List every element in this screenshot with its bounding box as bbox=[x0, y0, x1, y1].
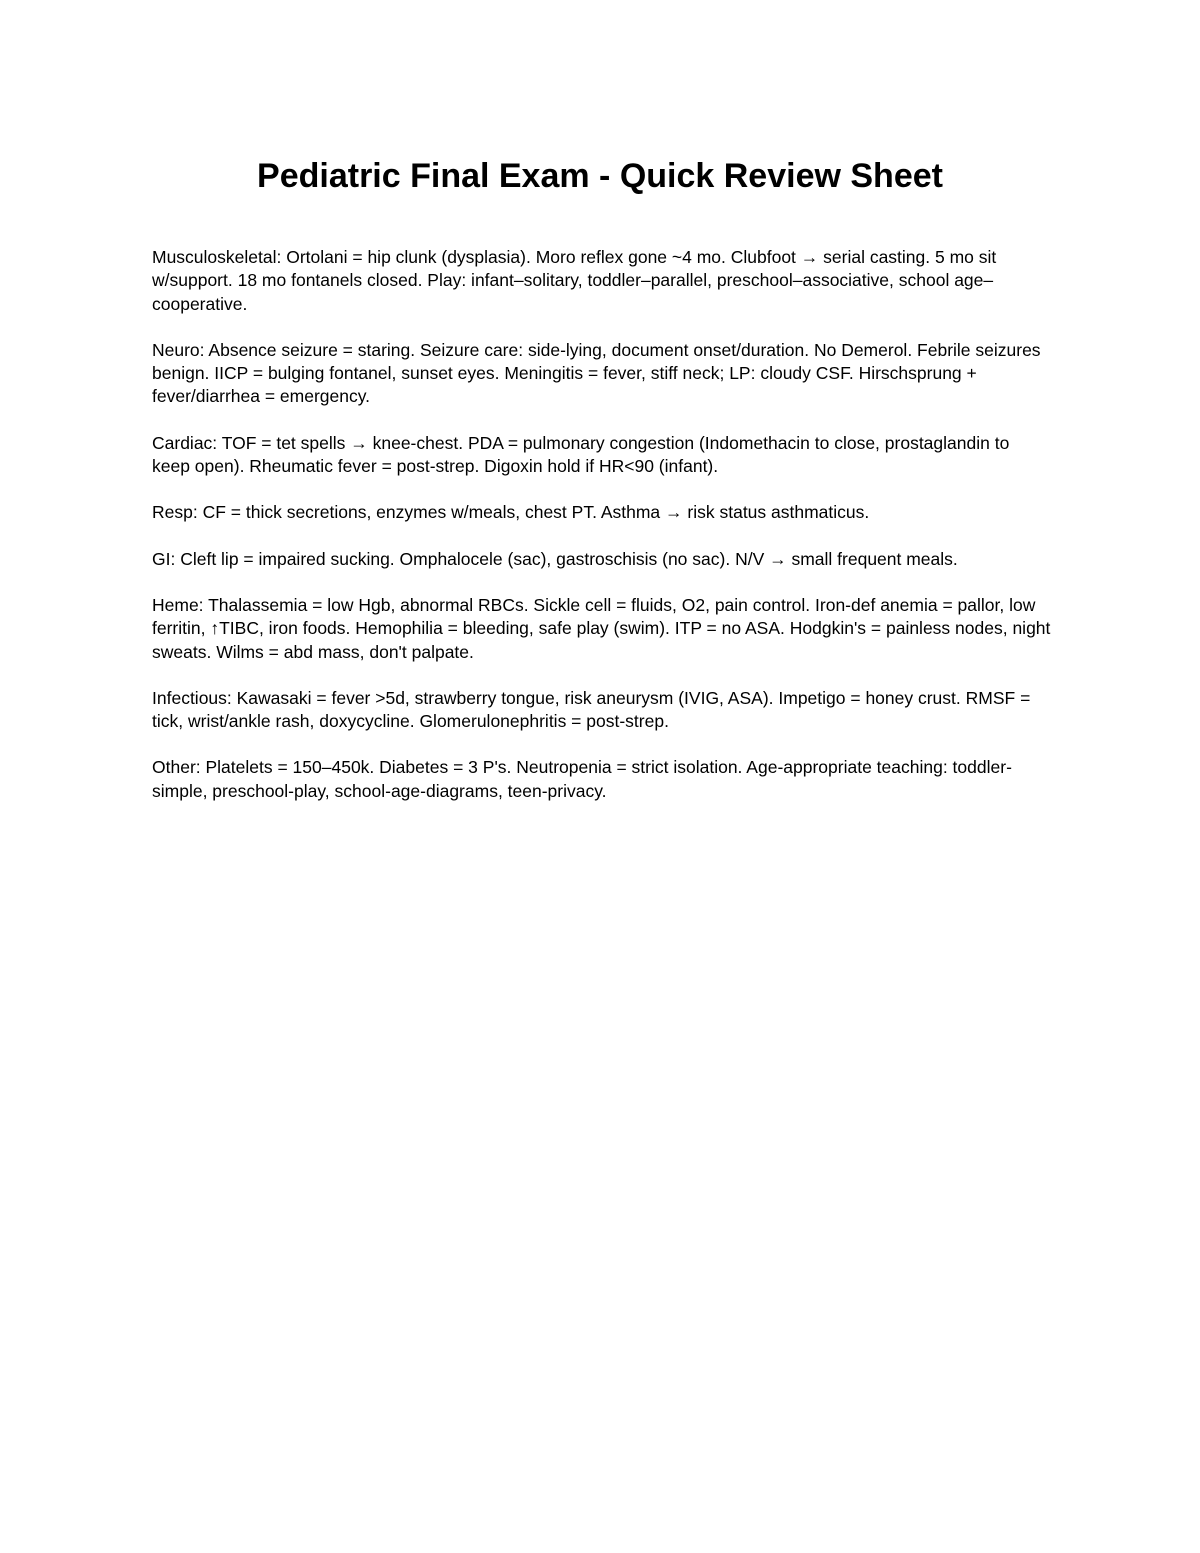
paragraph-resp: Resp: CF = thick secretions, enzymes w/meals, chest PT. Asthma → risk status asthmaticus. bbox=[152, 502, 870, 523]
paragraph-cardiac: Cardiac: TOF = tet spells → knee-chest. PDA = pulmonary congestion (Indomethacin to close, prostaglandin to keep open). Rheumatic fever = post-strep. Digoxin hold if HR<90 (infant). bbox=[152, 432, 1010, 477]
review-content bbox=[152, 246, 1052, 826]
paragraph-infectious: Infectious: Kawasaki = fever >5d, strawberry tongue, risk aneurysm (IVIG, ASA). Impetigo = honey crust. RMSF = tick, wrist/ankle rash, doxycycline. Glomerulonephritis = post-strep. bbox=[152, 687, 1031, 732]
paragraph-musculoskeletal: Musculoskeletal: Ortolani = hip clunk (dysplasia). Moro reflex gone ~4 mo. Clubfoot → serial casting. 5 mo sit w/support. 18 mo fontanels closed. Play: infant–solitary, toddler–parallel, preschool–associative, school age–cooperative. bbox=[152, 247, 997, 314]
page-title: Pediatric Final Exam - Quick Review Sheet bbox=[257, 157, 943, 195]
paragraph-heme: Heme: Thalassemia = low Hgb, abnormal RBCs. Sickle cell = fluids, O2, pain control. Iron-def anemia = pallor, low ferritin, ↑TIBC, iron foods. Hemophilia = bleeding, safe play (swim). ITP = no ASA. Hodgkin's = painless nodes, night sweats. Wilms = abd mass, don't palpate. bbox=[152, 594, 1051, 662]
paragraph-gi: GI: Cleft lip = impaired sucking. Omphalocele (sac), gastroschisis (no sac). N/V → small frequent meals. bbox=[152, 548, 958, 569]
paragraph-other: Other: Platelets = 150–450k. Diabetes = 3 P's. Neutropenia = strict isolation. Age-appropriate teaching: toddler-simple, preschool-play, school-age-diagrams, teen-privacy. bbox=[152, 757, 1012, 801]
paragraph-neuro: Neuro: Absence seizure = staring. Seizure care: side-lying, document onset/duration. No Demerol. Febrile seizures benign. IICP = bulging fontanel, sunset eyes. Meningitis = fever, stiff neck; LP: cloudy CSF. Hirschsprung + fever/diarrhea = emergency. bbox=[152, 339, 1041, 407]
